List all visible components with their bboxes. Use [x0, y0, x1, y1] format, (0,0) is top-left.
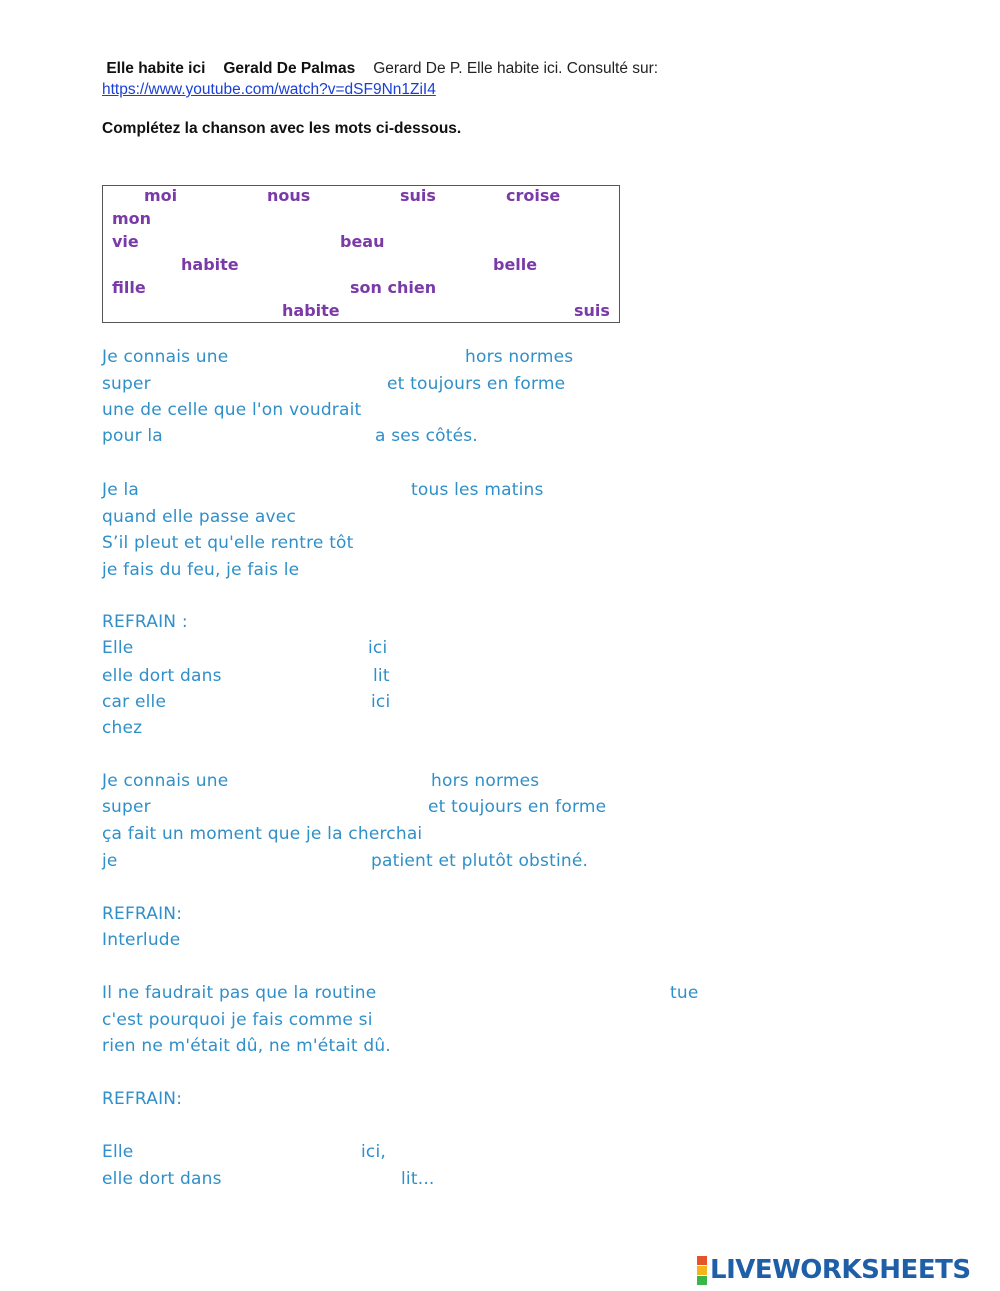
word-bank-item: habite: [181, 255, 239, 274]
lyric-line-end: et toujours en forme: [387, 374, 566, 394]
lyric-line-end: hors normes: [465, 347, 574, 367]
lyric-line: pour la: [102, 426, 163, 446]
word-bank-item: belle: [493, 255, 538, 274]
logo-text: LIVEWORKSHEETS: [710, 1255, 971, 1285]
lyric-line: ça fait un moment que je la cherchai: [102, 824, 423, 844]
lyric-line-end: ici,: [361, 1142, 386, 1162]
youtube-link[interactable]: https://www.youtube.com/watch?v=dSF9Nn1ZiI4: [102, 81, 436, 98]
refrain-label: REFRAIN:: [102, 904, 183, 924]
word-bank: [102, 185, 620, 323]
lyric-line: car elle: [102, 692, 167, 712]
lyric-line: super: [102, 374, 151, 394]
lyric-line: je: [102, 851, 118, 871]
word-bank-item: son chien: [350, 278, 437, 297]
word-bank-item: nous: [267, 186, 311, 205]
word-bank-item: moi: [144, 186, 178, 205]
word-bank-item: suis: [574, 301, 610, 320]
lyric-line: chez: [102, 718, 143, 738]
logo-block: [697, 1276, 707, 1285]
lyric-line-end: hors normes: [431, 771, 540, 791]
liveworksheets-logo: [697, 1255, 971, 1285]
refrain-label: REFRAIN :: [102, 612, 188, 632]
word-bank-item: habite: [282, 301, 340, 320]
lyric-line-end: et toujours en forme: [428, 797, 607, 817]
lyric-line-end: tue: [670, 983, 699, 1003]
lyric-line: une de celle que l'on voudrait: [102, 400, 362, 420]
song-title: Elle habite ici: [106, 60, 206, 77]
lyric-line-end: patient et plutôt obstiné.: [371, 851, 589, 871]
lyric-line-end: lit...: [401, 1169, 435, 1189]
lyric-line: je fais du feu, je fais le: [102, 560, 300, 580]
word-bank-item: fille: [112, 278, 146, 297]
word-bank-item: croise: [506, 186, 561, 205]
lyric-line: Elle: [102, 1142, 134, 1162]
instruction-text: Complétez la chanson avec les mots ci-dessous.: [102, 120, 462, 137]
artist-name: Gerald De Palmas: [223, 60, 356, 77]
lyric-line: c'est pourquoi je fais comme si: [102, 1010, 373, 1030]
lyric-line: elle dort dans: [102, 1169, 222, 1189]
lyric-line: Il ne faudrait pas que la routine: [102, 983, 377, 1003]
lyric-line: elle dort dans: [102, 666, 222, 686]
lyric-line: S’il pleut et qu'elle rentre tôt: [102, 533, 354, 553]
lyric-line-end: a ses côtés.: [375, 426, 478, 446]
word-bank-item: beau: [340, 232, 385, 251]
interlude-label: Interlude: [102, 930, 181, 950]
refrain-label: REFRAIN:: [102, 1089, 183, 1109]
lyric-line-end: ici: [368, 638, 388, 658]
lyric-line-end: tous les matins: [411, 480, 544, 500]
logo-block: [697, 1266, 707, 1275]
lyric-line-end: ici: [371, 692, 391, 712]
lyric-line-end: lit: [373, 666, 390, 686]
word-bank-item: vie: [112, 232, 139, 251]
word-bank-item: suis: [400, 186, 436, 205]
lyric-line: Elle: [102, 638, 134, 658]
citation-line: [102, 60, 658, 78]
lyric-line: Je connais une: [102, 347, 229, 367]
lyric-line: Je connais une: [102, 771, 229, 791]
lyric-line: Je la: [102, 480, 140, 500]
logo-blocks-icon: [697, 1256, 707, 1285]
lyric-line: super: [102, 797, 151, 817]
lyric-line: quand elle passe avec: [102, 507, 296, 527]
logo-block: [697, 1256, 707, 1265]
word-bank-item: mon: [112, 209, 152, 228]
citation-text: Gerard De P. Elle habite ici. Consulté sur:: [373, 60, 659, 77]
lyric-line: rien ne m'était dû, ne m'était dû.: [102, 1036, 391, 1056]
